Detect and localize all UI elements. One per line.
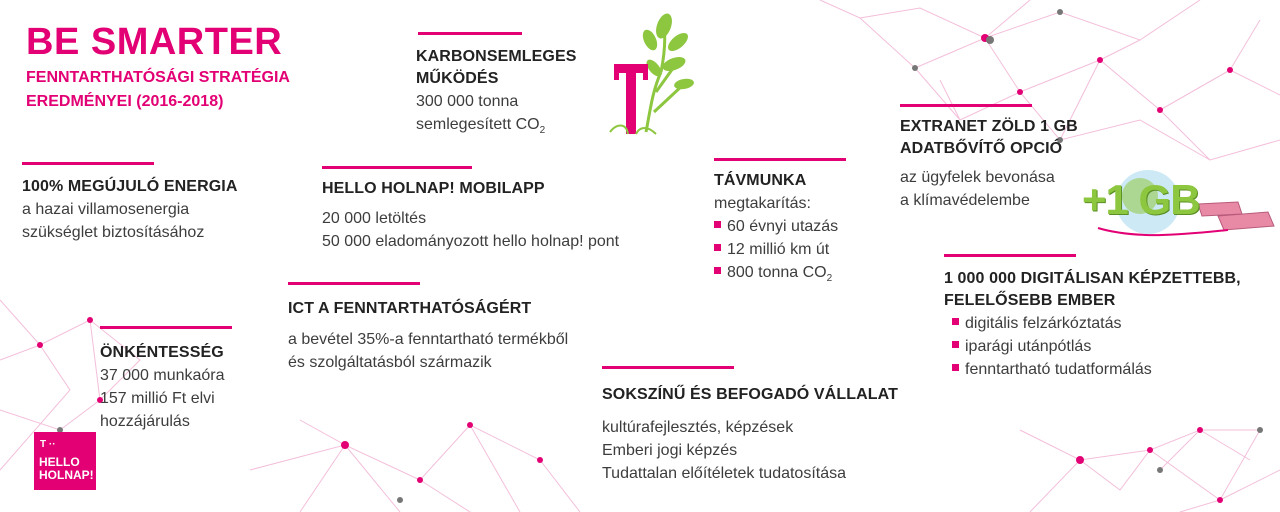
header-block bbox=[26, 22, 290, 114]
telework-item: 60 évnyi utazás bbox=[714, 215, 838, 238]
telework-item: 12 millió km út bbox=[714, 238, 838, 261]
renewable-line-1: a hazai villamosenergia bbox=[22, 201, 190, 218]
digital-bar bbox=[944, 254, 1076, 257]
ict-line-1: a bevétel 35%-a fenntartható termékből bbox=[288, 331, 569, 348]
renewable-bar bbox=[22, 162, 154, 165]
volunteer-line-3: hozzájárulás bbox=[100, 413, 190, 430]
ict-section bbox=[288, 298, 568, 374]
carbon-heading-1: KARBONSEMLEGES bbox=[416, 48, 577, 65]
extranet-line-1: az ügyfelek bevonása bbox=[900, 169, 1055, 186]
ict-line-2: és szolgáltatásból származik bbox=[288, 354, 492, 371]
telework-intro: megtakarítás: bbox=[714, 195, 811, 212]
diversity-section bbox=[602, 384, 898, 485]
volunteer-line-2: 157 millió Ft elvi bbox=[100, 390, 215, 407]
hello-app-heading: HELLO HOLNAP! MOBILAPP bbox=[322, 180, 545, 197]
carbon-section bbox=[416, 46, 577, 142]
hello-app-bar bbox=[322, 166, 472, 169]
extranet-section bbox=[900, 116, 1078, 212]
telework-heading: TÁVMUNKA bbox=[714, 172, 807, 189]
diversity-line-1: kultúrafejlesztés, képzések bbox=[602, 419, 794, 436]
diversity-line-3: Tudattalan előítéletek tudatosítása bbox=[602, 465, 847, 482]
digital-item: digitális felzárkóztatás bbox=[952, 312, 1241, 335]
renewable-heading: 100% MEGÚJULÓ ENERGIA bbox=[22, 178, 238, 195]
telekom-tree-icon bbox=[606, 12, 696, 136]
carbon-heading-2: MŰKÖDÉS bbox=[416, 70, 499, 87]
extranet-bar bbox=[900, 104, 1032, 107]
carbon-bar bbox=[418, 32, 522, 35]
digital-item: iparági utánpótlás bbox=[952, 335, 1241, 358]
ict-heading: ICT A FENNTARTHATÓSÁGÉRT bbox=[288, 300, 532, 317]
renewable-line-2: szükséglet biztosításához bbox=[22, 224, 205, 241]
extranet-heading-1: EXTRANET ZÖLD 1 GB bbox=[900, 118, 1078, 135]
digital-heading-1: 1 000 000 DIGITÁLISAN KÉPZETTEBB, bbox=[944, 270, 1241, 287]
hello-app-line-2: 50 000 eladományozott hello holnap! pont bbox=[322, 233, 620, 250]
volunteer-line-1: 37 000 munkaóra bbox=[100, 367, 225, 384]
carbon-line-1: 300 000 tonna bbox=[416, 93, 519, 110]
gb-label: +1 GB bbox=[1082, 176, 1200, 223]
logo-line-1: HELLO bbox=[39, 455, 80, 469]
ict-bar bbox=[288, 282, 420, 285]
logo-line-2: HOLNAP! bbox=[39, 468, 94, 482]
hello-app-section bbox=[322, 178, 619, 253]
diversity-heading: SOKSZÍNŰ ÉS BEFOGADÓ VÁLLALAT bbox=[602, 386, 898, 403]
volunteer-bar bbox=[100, 326, 232, 329]
hello-app-line-1: 20 000 letöltés bbox=[322, 210, 427, 227]
telework-bar bbox=[714, 158, 846, 161]
volunteer-section bbox=[100, 342, 225, 433]
digital-item: fenntartható tudatformálás bbox=[952, 358, 1241, 381]
green-gb-solar-icon bbox=[1078, 168, 1278, 248]
digital-heading-2: FELELŐSEBB EMBER bbox=[944, 292, 1116, 309]
digital-section bbox=[944, 268, 1241, 381]
volunteer-heading: ÖNKÉNTESSÉG bbox=[100, 344, 224, 361]
page-subtitle-line1: FENNTARTHATÓSÁGI STRATÉGIA bbox=[26, 69, 290, 86]
telework-section bbox=[714, 170, 838, 290]
diversity-line-2: Emberi jogi képzés bbox=[602, 442, 738, 459]
extranet-line-2: a klímavédelembe bbox=[900, 192, 1030, 209]
renewable-section bbox=[22, 176, 237, 244]
carbon-line-2: semlegesített $CO_2$ bbox=[416, 116, 546, 137]
page-title: BE SMARTER bbox=[26, 21, 283, 63]
hello-holnap-logo bbox=[34, 432, 96, 490]
telework-item: 800 tonna $CO_2$ bbox=[714, 261, 838, 290]
page-subtitle-line2: EREDMÉNYEI (2016-2018) bbox=[26, 93, 224, 110]
diversity-bar bbox=[602, 366, 734, 369]
logo-mark: T ·· bbox=[40, 439, 56, 450]
extranet-heading-2: ADATBŐVÍTŐ OPCIÓ bbox=[900, 140, 1063, 157]
